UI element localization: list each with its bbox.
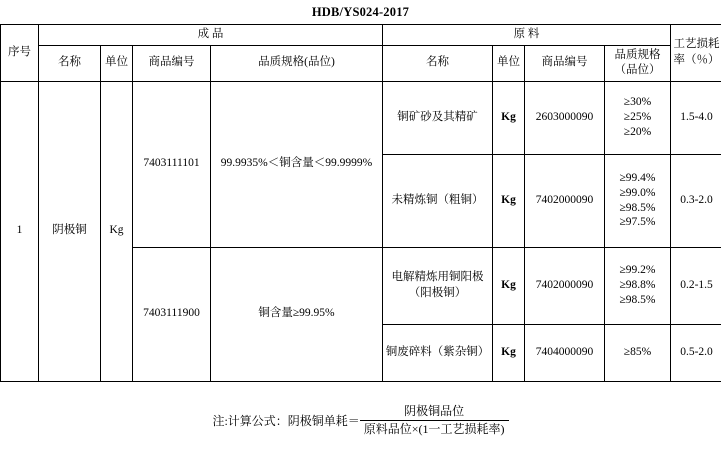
spec-value: ≥85%	[623, 346, 652, 359]
table-header-row-2	[1, 45, 721, 81]
spec-value: ≥99.0%	[619, 186, 656, 199]
cell-material-spec-3	[605, 247, 671, 324]
spec-value: ≥98.5%	[619, 294, 656, 307]
spec-value: ≥25%	[623, 111, 652, 124]
spec-value: ≥30%	[623, 96, 652, 109]
cell-material-unit-1: Kg	[493, 81, 525, 154]
header-loss-rate: 工艺损耗率（％）	[671, 25, 721, 82]
cell-material-name-3: 电解精炼用铜阳极（阳极铜）	[383, 247, 493, 324]
cell-loss-2: 0.3-2.0	[671, 154, 721, 247]
header-material-group: 原 料	[383, 25, 671, 46]
formula-label: 注:计算公式：阴极铜单耗＝	[212, 413, 360, 428]
header-material-name: 名称	[383, 45, 493, 81]
spec-value: ≥20%	[623, 126, 652, 139]
header-material-code: 商品编号	[525, 45, 605, 81]
cell-product-name: 阴极铜	[39, 81, 101, 381]
cell-loss-3: 0.2-1.5	[671, 247, 721, 324]
spec-value: ≥99.4%	[619, 171, 656, 184]
header-product-unit: 单位	[101, 45, 133, 81]
table-row	[1, 81, 721, 154]
header-material-unit: 单位	[493, 45, 525, 81]
cell-material-code-3: 7402000090	[525, 247, 605, 324]
cell-material-name-1: 铜矿砂及其精矿	[383, 81, 493, 154]
cell-product-spec-1: 99.9935%＜铜含量＜99.9999%	[211, 81, 383, 247]
formula-numerator: 阴极铜品位	[360, 404, 509, 421]
cell-material-spec-1	[605, 81, 671, 154]
header-material-spec: 品质规格（品位）	[605, 45, 671, 81]
cell-material-unit-2: Kg	[493, 154, 525, 247]
formula-note-inner	[212, 404, 508, 437]
cell-loss-4: 0.5-2.0	[671, 324, 721, 381]
cell-material-spec-2	[605, 154, 671, 247]
cell-material-name-4: 铜废碎料（紫杂铜）	[383, 324, 493, 381]
header-product-name: 名称	[39, 45, 101, 81]
cell-product-code-2: 7403111900	[133, 247, 211, 381]
cell-product-code-1: 7403111101	[133, 81, 211, 247]
cell-material-unit-4: Kg	[493, 324, 525, 381]
table-header-row-1	[1, 25, 721, 46]
cell-product-unit: Kg	[101, 81, 133, 381]
cell-material-code-1: 2603000090	[525, 81, 605, 154]
formula-note	[0, 404, 721, 437]
cell-material-code-2: 7402000090	[525, 154, 605, 247]
header-product-code: 商品编号	[133, 45, 211, 81]
material-name-line: 未精炼铜（粗铜）	[391, 193, 484, 206]
cell-material-spec-4	[605, 324, 671, 381]
spec-value: ≥99.2%	[619, 264, 656, 277]
consumption-quota-table	[0, 24, 721, 382]
formula-fraction	[360, 404, 509, 437]
header-seq: 序号	[1, 25, 39, 82]
header-product-spec: 品质规格(品位)	[211, 45, 383, 81]
cell-product-spec-2: 铜含量≥99.95%	[211, 247, 383, 381]
spec-value: ≥98.5%	[619, 201, 656, 214]
header-product-group: 成 品	[39, 25, 383, 46]
formula-denominator: 原料品位×(1一工艺损耗率)	[363, 421, 505, 436]
spec-value: ≥98.8%	[619, 279, 656, 292]
cell-seq: 1	[1, 81, 39, 381]
document-title: HDB/YS024-2017	[311, 5, 410, 19]
cell-material-name-2	[383, 154, 493, 247]
cell-loss-1: 1.5-4.0	[671, 81, 721, 154]
cell-material-unit-3: Kg	[493, 247, 525, 324]
cell-material-code-4: 7404000090	[525, 324, 605, 381]
spec-value: ≥97.5%	[619, 216, 656, 229]
